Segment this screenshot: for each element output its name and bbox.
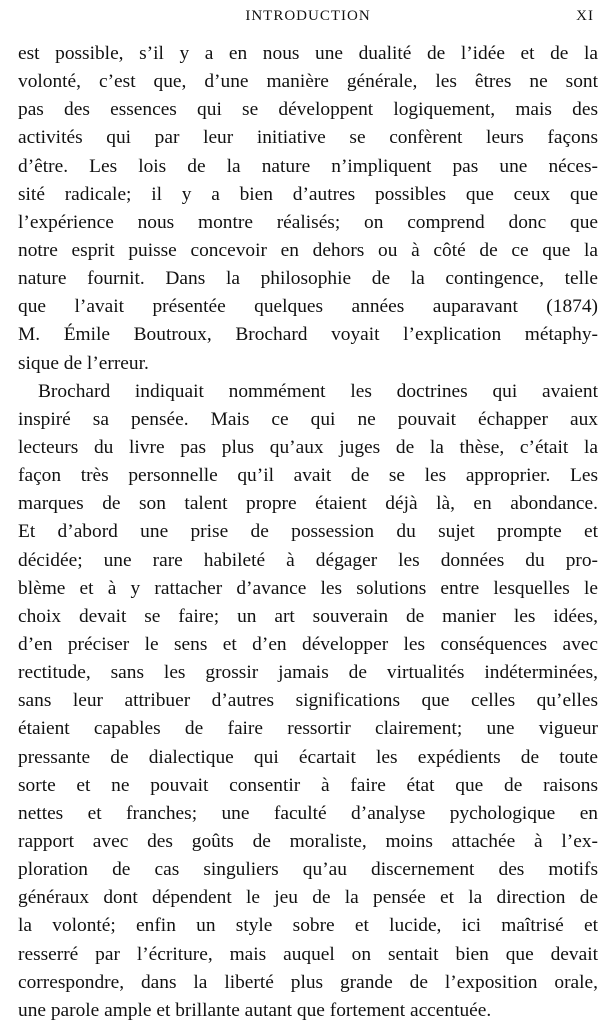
text-line: rectitude, sans les grossir jamais de virtualités indéterminées,	[18, 662, 598, 684]
text-line: est possible, s’il y a en nous une dualité de l’idée et de la	[18, 43, 598, 64]
running-title: INTRODUCTION	[245, 8, 371, 24]
paragraph	[18, 378, 598, 1025]
paragraph	[18, 40, 598, 378]
text-line: pressante de dialectique qui écartait les expédients de toute	[18, 746, 598, 768]
text-line: M. Émile Boutroux, Brochard voyait l’explication métaphy-	[18, 324, 598, 346]
text-line: étaient capables de faire ressortir clairement; une vigueur	[18, 718, 598, 740]
running-head	[18, 8, 598, 30]
text-line: que l’avait présentée quelques années auparavant (1874)	[18, 296, 598, 318]
page-number: XI	[576, 8, 594, 24]
text-line: Et d’abord une prise de possession du sujet prompte et	[18, 521, 598, 543]
text-line: généraux dont dépendent le jeu de la pensée et la direction de	[18, 887, 598, 909]
text-line: l’expérience nous montre réalisés; on comprend donc que	[18, 211, 598, 233]
text-line: d’en préciser le sens et d’en développer les conséquences avec	[18, 633, 598, 655]
text-line: façon très personnelle qu’il avait de se les approprier. Les	[18, 465, 598, 487]
text-line: lecteurs du livre pas plus qu’aux juges de la thèse, c’était la	[18, 436, 598, 458]
text-line: pas des essences qui se développent logiquement, mais des	[18, 99, 598, 121]
text-line: décidée; une rare habileté à dégager les données du pro-	[18, 549, 598, 571]
text-line: sité radicale; il y a bien d’autres possibles que ceux que	[18, 183, 598, 205]
text-line: la volonté; enfin un style sobre et lucide, ici maîtrisé et	[18, 915, 598, 937]
text-line: nature fournit. Dans la philosophie de la contingence, telle	[18, 268, 598, 290]
text-line: nettes et franches; une faculté d’analyse pychologique en	[18, 802, 598, 824]
text-line: marques de son talent propre étaient déjà là, en abondance.	[18, 493, 598, 515]
text-line: sans leur attribuer d’autres significations que celles qu’elles	[18, 690, 598, 712]
text-line: activités qui par leur initiative se confèrent leurs façons	[18, 127, 598, 149]
text-line: notre esprit puisse concevoir en dehors ou à côté de ce que la	[18, 239, 598, 261]
text-line: ploration de cas singuliers qu’au discernement des motifs	[18, 859, 598, 881]
text-line: sorte et ne pouvait consentir à faire état que de raisons	[18, 774, 598, 796]
text-line: correspondre, dans la liberté plus grande de l’exposition orale,	[18, 971, 598, 993]
text-line: rapport avec des goûts de moraliste, moins attachée à l’ex-	[18, 830, 598, 852]
text-line: une parole ample et brillante autant que fortement accentuée.	[18, 999, 492, 1021]
text-line: blème et à y rattacher d’avance les solutions entre lesquelles le	[18, 577, 598, 599]
text-line: sique de l’erreur.	[18, 352, 149, 374]
text-line: inspiré sa pensée. Mais ce qui ne pouvait échapper aux	[18, 408, 598, 430]
text-line: choix devait se faire; un art souverain de manier les idées,	[18, 605, 598, 627]
text-line: Brochard indiquait nommément les doctrines qui avaient	[38, 380, 598, 402]
body-text	[18, 40, 598, 1025]
text-line: resserré par l’écriture, mais auquel on sentait bien que devait	[18, 943, 598, 965]
text-line: volonté, c’est que, d’une manière générale, les êtres ne sont	[18, 71, 598, 93]
text-line: d’être. Les lois de la nature n’impliquent pas une néces-	[18, 155, 598, 177]
